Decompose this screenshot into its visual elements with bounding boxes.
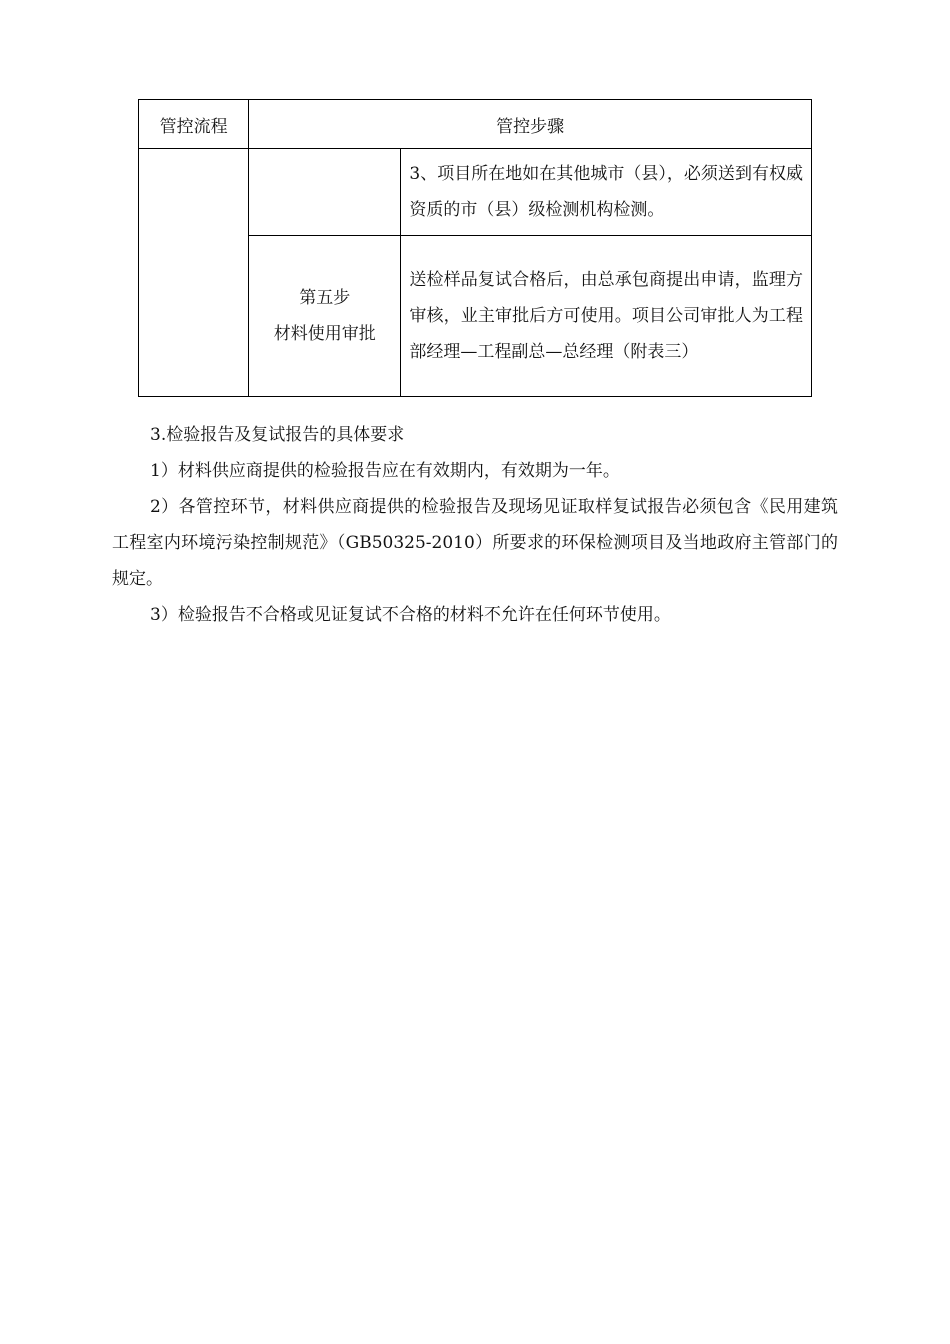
step-content: 3、项目所在地如在其他城市（县），必须送到有权威资质的市（县）级检测机构检测。 <box>409 164 803 220</box>
control-process-table <box>138 99 812 397</box>
table-row <box>139 149 812 236</box>
step-cell <box>249 149 401 236</box>
step-name: 材料使用审批 <box>273 324 376 344</box>
requirement-item: 3）检验报告不合格或见证复试不合格的材料不允许在任何环节使用。 <box>150 605 671 625</box>
step-content: 送检样品复试合格后，由总承包商提出申请，监理方审核，业主审批后方可使用。项目公司审批人为工程部经理—工程副总—总经理（附表三） <box>409 270 803 362</box>
step-title: 第五步 <box>299 288 351 308</box>
requirement-item: 1）材料供应商提供的检验报告应在有效期内，有效期为一年。 <box>150 461 620 481</box>
step-content-cell <box>401 236 812 397</box>
process-cell <box>139 149 249 397</box>
requirements-section <box>112 417 838 633</box>
step-content-cell <box>401 149 812 236</box>
section-heading: 3.检验报告及复试报告的具体要求 <box>150 425 405 445</box>
header-steps: 管控步骤 <box>249 100 812 149</box>
header-process: 管控流程 <box>139 100 249 149</box>
step-cell <box>249 236 401 397</box>
table-header-row <box>139 100 812 149</box>
requirement-item: 2）各管控环节，材料供应商提供的检验报告及现场见证取样复试报告必须包含《民用建筑工程室内环境污染控制规范》（GB50325-2010）所要求的环保检测项目及当地政府主管部门的规定。 <box>112 497 838 589</box>
